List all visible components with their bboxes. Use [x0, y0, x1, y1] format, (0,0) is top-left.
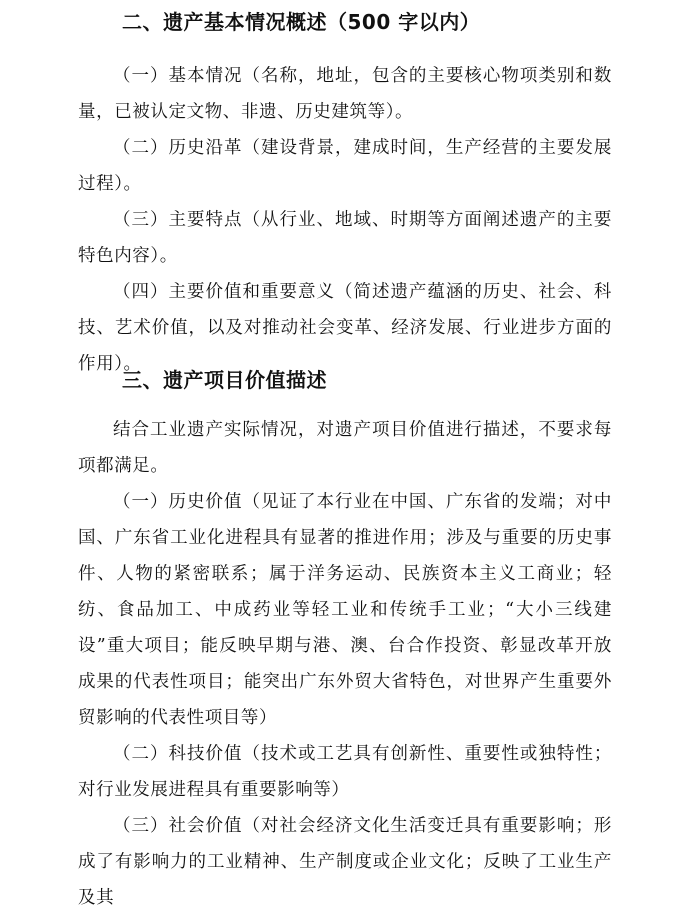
section-2-item-basic-info: （一）基本情况（名称，地址，包含的主要核心物项类别和数量，已被认定文物、非遗、历史建筑等）。: [78, 66, 612, 122]
section-3-item-historical-value: （一）历史价值（见证了本行业在中国、广东省的发端；对中国、广东省工业化进程具有显著的推进作用；涉及与重要的历史事件、人物的紧密联系；属于洋务运动、民族资本主义工商业；轻纺、食品加工、中成药业等轻工业和传统手工业；“大小三线建设”重大项目；能反映早期与港、澳、台合作投资、彰显改革开放成果的代表性项目；能突出广东外贸大省特色，对世界产生重要外贸影响的代表性项目等）: [78, 492, 612, 728]
section-3-heading: 三、遗产项目价值描述: [122, 368, 327, 392]
section-3-item-tech-value: （二）科技价值（技术或工艺具有创新性、重要性或独特性；对行业发展进程具有重要影响等）: [78, 744, 612, 800]
section-2-item-features: （三）主要特点（从行业、地域、时期等方面阐述遗产的主要特色内容）。: [78, 210, 612, 266]
section-2-item-values: （四）主要价值和重要意义（简述遗产蕴涵的历史、社会、科技、艺术价值，以及对推动社会变革、经济发展、行业进步方面的作用）。: [78, 282, 612, 374]
section-2-item-history: （二）历史沿革（建设背景，建成时间，生产经营的主要发展过程）。: [78, 138, 612, 194]
section-3-item-social-value: （三）社会价值（对社会经济文化生活变迁具有重要影响；形成了有影响力的工业精神、生产制度或企业文化；反映了工业生产及其: [78, 816, 612, 908]
section-3-intro: 结合工业遗产实际情况，对遗产项目价值进行描述，不要求每项都满足。: [78, 420, 612, 476]
section-2-heading: 二、遗产基本情况概述（500 字以内）: [122, 10, 481, 34]
